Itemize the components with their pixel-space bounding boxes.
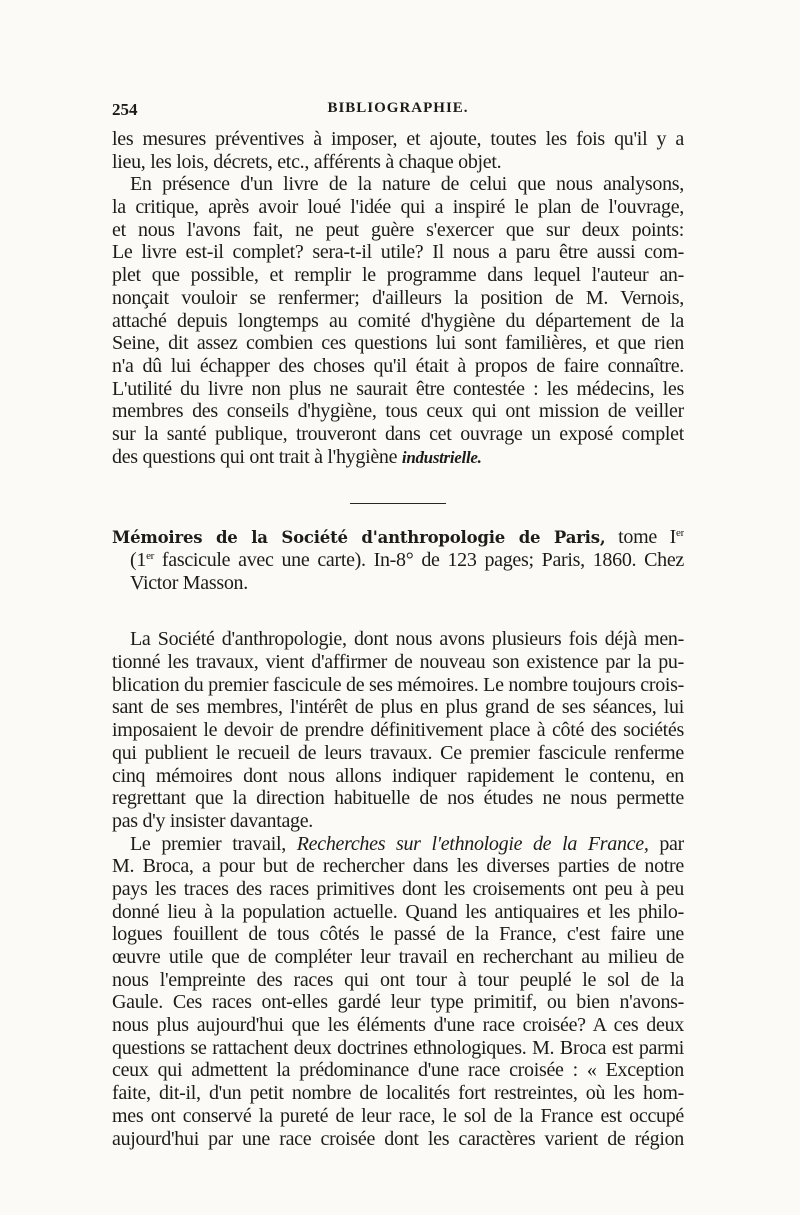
text-line: sant de ses membres, l'intérêt de plus en plus grand de ses séances, lui — [112, 696, 684, 719]
text-line: questions se rattachent deux doctrines ethnologiques. M. Broca est parmi — [112, 1036, 684, 1059]
text-line: imposaient le devoir de prendre définitivement place à côté des sociétés — [112, 719, 684, 742]
text-line: la critique, après avoir loué l'idée qui a inspiré le plan de l'ouvrage, — [112, 196, 684, 219]
text-line: cinq mémoires dont nous allons indiquer rapidement le contenu, en — [112, 764, 684, 787]
entry-details-line — [112, 549, 684, 572]
text-line: La Société d'anthropologie, dont nous avons plusieurs fois déjà men- — [130, 628, 684, 651]
text-line: tionné les travaux, vient d'affirmer de nouveau son existence par la pu- — [112, 651, 684, 674]
text-line: L'utilité du livre non plus ne saurait être contestée : les médecins, les — [112, 377, 684, 400]
text-line: regrettant que la direction habituelle de nos études ne nous permette — [112, 787, 684, 810]
text-line: aujourd'hui par une race croisée dont les caractères varient de région — [112, 1127, 684, 1150]
entry-title-line — [112, 526, 684, 549]
text-line: pays les traces des races primitives dont les croisements ont peu à peu — [112, 877, 684, 900]
paragraph-block-1 — [112, 128, 684, 468]
text-run: (1 — [130, 549, 147, 571]
section-divider — [350, 503, 446, 504]
text-line: Le livre est-il complet? sera-t-il utile? Il nous a paru être aussi com- — [112, 241, 684, 264]
text-line: M. Broca, a pour but de rechercher dans les diverses parties de notre — [112, 855, 684, 878]
text-line: En présence d'un livre de la nature de celui que nous analysons, — [130, 173, 684, 196]
entry-title: Mémoires de la Société d'anthropologie de Paris, — [112, 528, 606, 548]
text-line: œuvre utile que de compléter leur travail en recherchant au milieu de — [112, 946, 684, 968]
text-line: nonçait vouloir se renfermer; d'ailleurs la position de M. Vernois, — [112, 286, 684, 309]
text-line: logues fouillent de tous côtés le passé de la France, c'est faire une — [112, 923, 684, 946]
text-line: nous l'empreinte des races qui ont tour à tour peuplé le sol de la — [112, 968, 684, 991]
text-line: membres des conseils d'hygiène, tous ceux qui ont mission de veiller — [112, 400, 684, 423]
text-line: nous plus aujourd'hui que les éléments d'une race croisée? A ces deux — [112, 1014, 684, 1037]
running-title: BIBLIOGRAPHIE. — [327, 100, 469, 116]
page-number: 254 — [112, 100, 138, 119]
text-run: par — [648, 832, 684, 855]
entry-tome: tome I — [605, 526, 677, 549]
text-line: attaché depuis longtemps au comité d'hygiène du département de la — [112, 309, 684, 332]
superscript: er — [676, 527, 684, 540]
paragraph-block-2 — [112, 628, 684, 1150]
text-line: n'a dû lui échapper des choses qu'il était à propos de faire connaître. — [112, 354, 684, 377]
text-line: Seine, dit assez combien ces questions lui sont familières, et que rien — [112, 332, 684, 355]
entry-publisher-line: Victor Masson. — [130, 571, 248, 594]
text-line: donné lieu à la population actuelle. Quand les antiquaires et les philo- — [112, 900, 684, 923]
text-run: Le premier travail, — [130, 832, 297, 855]
text-line: qui publient le recueil de leurs travaux. Ce premier fascicule renferme — [112, 741, 684, 764]
text-run: fascicule avec une carte). In-8° de 123 pages; Paris, 1860. Chez — [154, 549, 684, 571]
italic-term: industrielle. — [401, 447, 482, 467]
italic-title: Recherches sur l'ethnologie de la France, — [296, 832, 649, 855]
text-line: Gaule. Ces races ont-elles gardé leur type primitif, ou bien n'avons- — [112, 991, 684, 1014]
text-line: plet que possible, et remplir le programme dans lequel l'auteur an- — [112, 264, 684, 287]
book-page — [112, 100, 684, 1150]
text-line: les mesures préventives à imposer, et ajoute, toutes les fois qu'il y a — [112, 128, 684, 150]
text-line: ceux qui admettent la prédominance d'une race croisée : « Exception — [112, 1059, 684, 1082]
text-line: sur la santé publique, trouveront dans cet ouvrage un exposé complet — [112, 422, 684, 445]
superscript: er — [146, 550, 155, 562]
text-line: faite, dit-il, d'un petit nombre de localités fort restreintes, où les hom- — [112, 1082, 684, 1105]
text-line: lieu, les lois, décrets, etc., afférents à chaque objet. — [112, 150, 502, 173]
text-line: mes ont conservé la pureté de leur race, le sol de la France est occupé — [112, 1104, 684, 1127]
text-line — [112, 446, 684, 469]
text-line — [112, 833, 684, 856]
text-line: blication du premier fascicule de ses mémoires. Le nombre toujours crois- — [112, 673, 684, 696]
text-run: des questions qui ont trait à l'hygiène — [112, 445, 402, 468]
running-head — [112, 100, 684, 128]
text-line: et nous l'avons fait, ne peut guère s'exercer que sur deux points: — [112, 218, 684, 241]
bibliography-entry — [112, 526, 684, 594]
text-line: pas d'y insister davantage. — [112, 809, 314, 832]
